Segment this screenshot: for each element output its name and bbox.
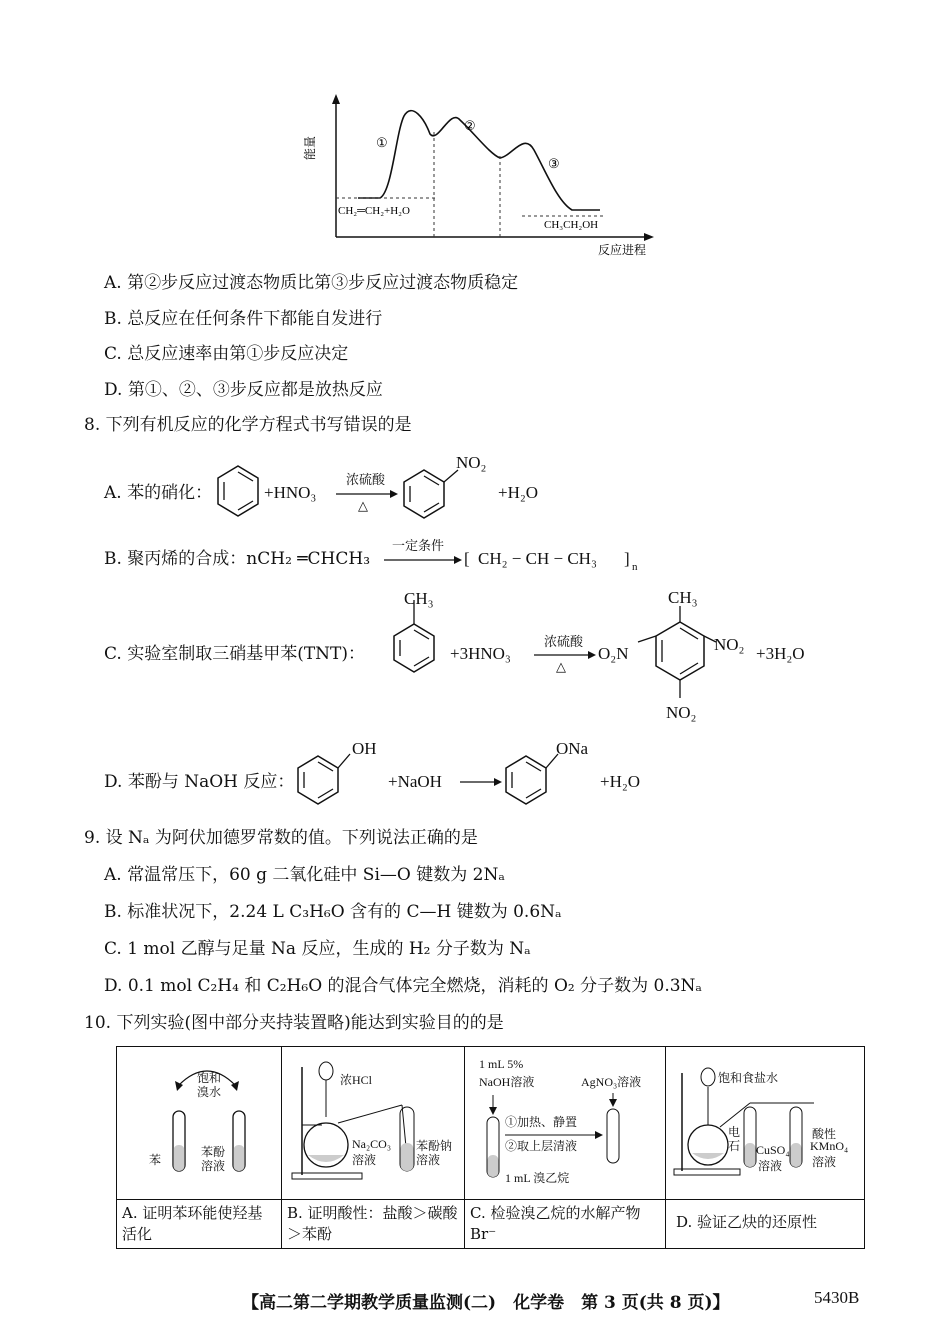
- fig-d-cuso4: CuSO₄: [756, 1143, 790, 1157]
- phenol-ring-icon: [292, 748, 354, 812]
- q8-c-water: +3H₂O: [756, 644, 805, 663]
- fig-b-cell: [282, 1047, 465, 1200]
- q7-option-d: D. 第①、②、③步反应都是放热反应: [104, 380, 383, 400]
- q7-option-c: C. 总反应速率由第①步反应决定: [104, 344, 349, 364]
- fig-c-step1: ①加热、静置: [505, 1115, 578, 1129]
- reaction-arrow-icon: [384, 555, 462, 565]
- fig-a-left: 苯: [149, 1153, 162, 1167]
- step-label-3: ③: [548, 157, 560, 172]
- fig-d-kmno4b: KMnO₄: [810, 1139, 849, 1153]
- fig-d-cuso4b: 溶液: [758, 1159, 783, 1173]
- q8-c-tnt-methyl: CH₃: [668, 588, 698, 607]
- q8-b-product: CH₂ − CH − CH₃: [478, 549, 597, 568]
- y-axis-label: 能量: [303, 135, 317, 160]
- q9-option-a: A. 常温常压下，60 g 二氧化硅中 Si—O 键数为 2Nₐ: [104, 865, 505, 885]
- fig-b-flask: Na₂CO₃: [352, 1137, 392, 1151]
- q8-b-bracket-right: ]: [624, 549, 630, 568]
- q8-b-n: n: [632, 561, 638, 573]
- q8-c-condition-top: 浓硫酸: [544, 635, 584, 650]
- q9-option-b: B. 标准状况下，2.24 L C₃H₆O 含有的 C—H 键数为 0.6Nₐ: [104, 902, 562, 922]
- fig-b-apparatus: [282, 1047, 464, 1195]
- fig-b-acid: 浓HCl: [340, 1073, 373, 1087]
- step-label-1: ①: [376, 136, 388, 151]
- q7-option-b: B. 总反应在任何条件下都能自发进行: [104, 309, 383, 329]
- q8-c-right-group: NO₂: [714, 635, 745, 654]
- q8-a-label: A. 苯的硝化：: [104, 483, 213, 503]
- q8-a-condition-bottom: △: [358, 499, 368, 514]
- q8-a-condition-top: 浓硫酸: [346, 473, 386, 488]
- fig-a-right: 苯酚: [201, 1145, 226, 1159]
- q8-c-condition-bottom: △: [556, 660, 566, 675]
- page-footer: 【高二第二学期教学质量监测(二) 化学卷 第 3 页(共 8 页)】: [242, 1293, 730, 1313]
- q9-stem: 9. 设 Nₐ 为阿伏加德罗常数的值。下列说法正确的是: [84, 828, 478, 848]
- q8-a-reagent: +HNO₃: [264, 483, 317, 502]
- x-axis-label: 反应进程: [598, 243, 647, 257]
- q8-c-bottom-group: NO₂: [666, 703, 697, 722]
- fig-b-tube: 苯酚钠: [416, 1139, 453, 1153]
- caption-a: A. 证明苯环能使羟基活化: [122, 1204, 263, 1243]
- fig-c-bottom: 1 mL 溴乙烷: [505, 1171, 570, 1185]
- fig-d-solid2: 石: [728, 1139, 741, 1153]
- q9-option-c: C. 1 mol 乙醇与足量 Na 反应，生成的 H₂ 分子数为 Nₐ: [104, 939, 531, 959]
- reactant-label: CH₂═CH₂+H₂O: [338, 205, 410, 217]
- q8-d-reagent: +NaOH: [388, 772, 442, 791]
- fig-d-top: 饱和食盐水: [718, 1071, 779, 1085]
- q8-d-water: +H₂O: [600, 772, 641, 791]
- q8-c-left-group: O₂N: [598, 644, 629, 663]
- q8-d-ona: ONa: [556, 739, 589, 758]
- fig-a-top2: 溴水: [197, 1085, 222, 1099]
- fig-c-reagent1: 1 mL 5%: [479, 1057, 524, 1071]
- q8-c-label: C. 实验室制取三硝基甲苯(TNT)：: [104, 644, 366, 664]
- fig-b-tube2: 溶液: [416, 1153, 441, 1167]
- fig-c-step2: ②取上层清液: [505, 1139, 578, 1153]
- q8-b-bracket-left: [: [464, 549, 470, 568]
- fig-d-kmno4c: 溶液: [812, 1155, 837, 1169]
- fig-a-right2: 溶液: [201, 1159, 226, 1173]
- caption-d: D. 验证乙炔的还原性: [676, 1213, 818, 1231]
- q8-d-oh: OH: [352, 739, 377, 758]
- tnt-ring-icon: [634, 606, 724, 706]
- fig-b-flask2: 溶液: [352, 1153, 377, 1167]
- sodium-phenoxide-ring-icon: [500, 748, 562, 812]
- product-label: CH₃CH₂OH: [544, 219, 599, 231]
- fig-d-solid: 电: [728, 1125, 741, 1139]
- q8-c-methyl: CH₃: [404, 589, 434, 608]
- q8-c-reagent: +3HNO₃: [450, 644, 511, 663]
- fig-c-reagent2: AgNO₃溶液: [581, 1075, 642, 1089]
- fig-a-cell: [117, 1047, 282, 1200]
- q8-b-text: B. 聚丙烯的合成：nCH₂ ═CHCH₃: [104, 549, 371, 569]
- energy-diagram: [300, 92, 670, 262]
- fig-c-reagent1b: NaOH溶液: [479, 1075, 535, 1089]
- q8-d-label: D. 苯酚与 NaOH 反应：: [104, 772, 295, 792]
- q8-a-water: +H₂O: [498, 483, 539, 502]
- q8-stem: 8. 下列有机反应的化学方程式书写错误的是: [84, 415, 412, 435]
- q9-option-d: D. 0.1 mol C₂H₄ 和 C₂H₆O 的混合气体完全燃烧，消耗的 O₂ 分子数为 0.3Nₐ: [104, 976, 702, 996]
- fig-d-cell: [666, 1047, 865, 1200]
- q8-b-condition: 一定条件: [392, 539, 445, 554]
- fig-a-top: 饱和: [197, 1071, 222, 1085]
- fig-d-kmno4: 酸性: [812, 1127, 837, 1141]
- q7-option-a: A. 第②步反应过渡态物质比第③步反应过渡态物质稳定: [104, 273, 519, 293]
- caption-b: B. 证明酸性：盐酸＞碳酸＞苯酚: [287, 1204, 458, 1243]
- experiment-table: [116, 1046, 865, 1249]
- q8-a-substituent: NO₂: [456, 453, 487, 472]
- fig-c-cell: [465, 1047, 666, 1200]
- paper-code: 5430B: [814, 1288, 860, 1307]
- benzene-ring-icon: [214, 462, 262, 522]
- step-label-2: ②: [464, 119, 476, 134]
- reaction-arrow-icon: [460, 777, 502, 787]
- q10-stem: 10. 下列实验(图中部分夹持装置略)能达到实验目的的是: [84, 1013, 504, 1033]
- toluene-ring-icon: [388, 598, 440, 684]
- caption-c: C. 检验溴乙烷的水解产物 Br⁻: [470, 1204, 641, 1243]
